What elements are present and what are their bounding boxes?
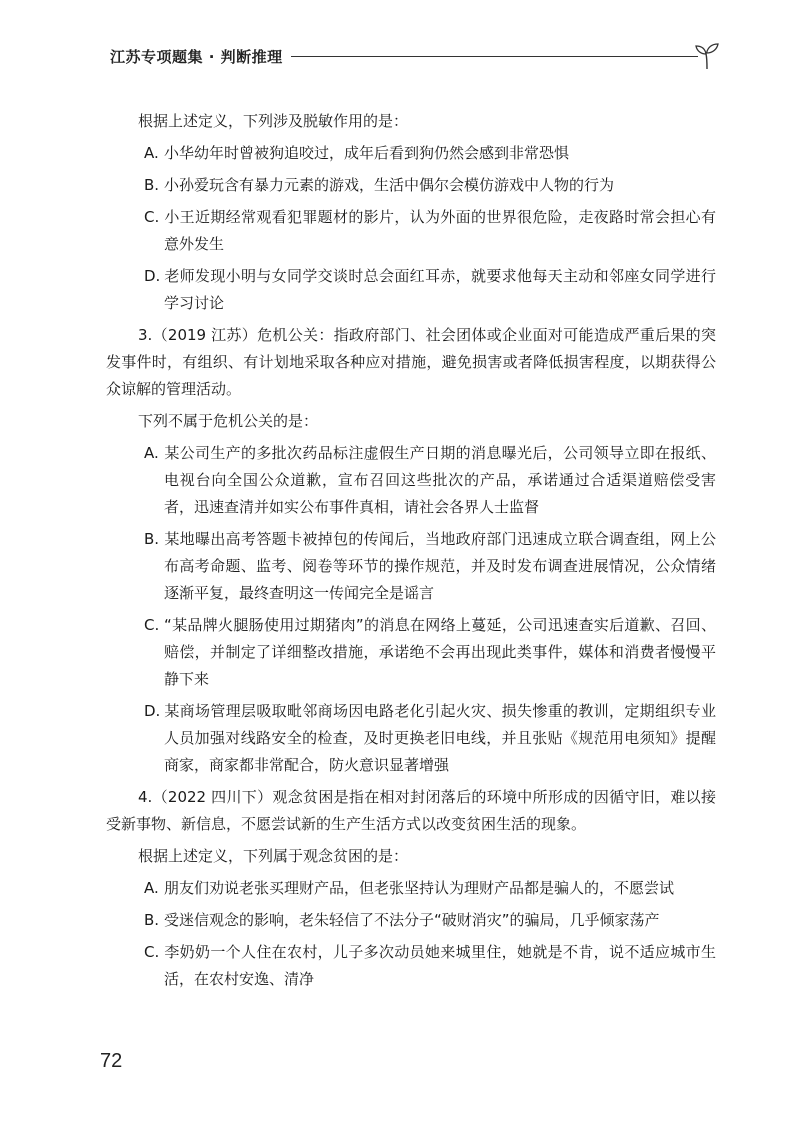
question-4-definition: 4.（2022 四川下）观念贫困是指在相对封闭落后的环境中所形成的因循守旧，难以接受新事物、新信息，不愿尝试新的生产生活方式以改变贫困生活的现象。 [106, 788, 716, 833]
option-text: 小孙爱玩含有暴力元素的游戏，生活中偶尔会模仿游戏中人物的行为 [164, 176, 615, 194]
question-3-option-d [106, 698, 716, 779]
option-letter: D. [144, 702, 161, 720]
question-3-definition: 3.（2019 江苏）危机公关：指政府部门、社会团体或企业面对可能造成严重后果的突发事件时，有组织、有计划地采取各种应对措施，避免损害或者降低损害程度，以期获得公众谅解的管理活动。 [106, 326, 716, 398]
option-text: 朋友们劝说老张买理财产品，但老张坚持认为理财产品都是骗人的，不愿尝试 [164, 879, 675, 897]
option-text: 某地曝出高考答题卡被掉包的传闻后，当地政府部门迅速成立联合调查组，网上公布高考命题、监考、阅卷等环节的操作规范，并及时发布调查进展情况，公众情绪逐渐平复，最终查明这一传闻完全是谣言 [164, 530, 716, 602]
page-number: 72 [100, 1050, 123, 1072]
question-4-stem: 根据上述定义，下列属于观念贫困的是： [138, 847, 409, 865]
question-4-option-a [106, 875, 716, 902]
option-text: 李奶奶一个人住在农村，儿子多次动员她来城里住，她就是不肯，说不适应城市生活，在农村安逸、清净 [164, 943, 716, 988]
question-4-option-c [106, 939, 716, 993]
option-text: “某品牌火腿肠使用过期猪肉”的消息在网络上蔓延，公司迅速查实后道歉、召回、赔偿，并制定了详细整改措施，承诺绝不会再出现此类事件，媒体和消费者慢慢平静下来 [164, 616, 716, 688]
question-2-stem: 根据上述定义，下列涉及脱敏作用的是： [138, 112, 409, 130]
option-text: 小华幼年时曾被狗追咬过，成年后看到狗仍然会感到非常恐惧 [164, 144, 570, 162]
option-text: 小王近期经常观看犯罪题材的影片，认为外面的世界很危险，走夜路时常会担心有意外发生 [164, 208, 716, 253]
question-3-option-b [106, 526, 716, 607]
option-letter: A. [144, 144, 159, 162]
question-2-option-a [106, 140, 716, 167]
option-letter: B. [144, 911, 160, 929]
question-2-option-c [106, 204, 716, 258]
question-2-option-b [106, 172, 716, 199]
running-header [110, 42, 720, 76]
option-letter: B. [144, 176, 160, 194]
question-3-stem: 下列不属于危机公关的是： [138, 412, 319, 430]
option-letter: A. [144, 444, 159, 462]
option-letter: A. [144, 879, 159, 897]
option-text: 受迷信观念的影响，老朱轻信了不法分子“破财消灾”的骗局，几乎倾家荡产 [164, 911, 660, 929]
option-text: 某商场管理层吸取毗邻商场因电路老化引起火灾、损失惨重的教训，定期组织专业人员加强对线路安全的检查，及时更换老旧电线，并且张贴《规范用电须知》提醒商家，商家都非常配合，防火意识显著增强 [164, 702, 716, 774]
option-letter: C. [144, 208, 160, 226]
page-content [106, 108, 716, 998]
option-text: 老师发现小明与女同学交谈时总会面红耳赤，就要求他每天主动和邻座女同学进行学习讨论 [164, 267, 716, 312]
option-letter: C. [144, 943, 160, 961]
header-title: 江苏专项题集 · 判断推理 [110, 46, 291, 67]
option-letter: C. [144, 616, 160, 634]
option-letter: D. [144, 267, 161, 285]
option-letter: B. [144, 530, 160, 548]
question-3-option-c [106, 612, 716, 693]
question-4-option-b [106, 907, 716, 934]
option-text: 某公司生产的多批次药品标注虚假生产日期的消息曝光后，公司领导立即在报纸、电视台向全国公众道歉，宣布召回这些批次的产品，承诺通过合适渠道赔偿受害者，迅速查清并如实公布事件真相，请社会各界人士监督 [164, 444, 716, 516]
question-2-option-d [106, 263, 716, 317]
sprout-icon [694, 42, 720, 70]
question-3-option-a [106, 440, 716, 521]
